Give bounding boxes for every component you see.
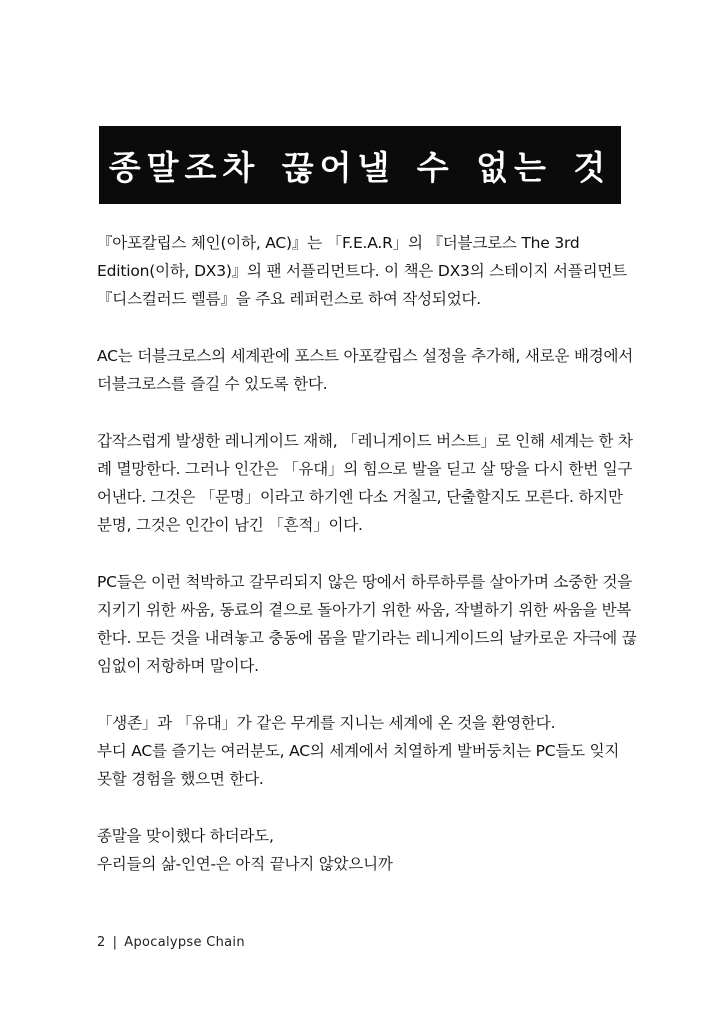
page-number: 2 <box>97 935 106 950</box>
page-footer <box>97 935 245 950</box>
footer-separator: | <box>112 935 118 950</box>
welcome-line: 「생존」과 「유대」가 같은 무게를 지니는 세계에 온 것을 환영한다. <box>97 714 556 732</box>
body-text <box>97 229 637 878</box>
paragraph-intro: 『아포칼립스 체인(이하, AC)』는 「F.E.A.R」의 『더블크로스 The 3rd Edition(이하, DX3)』의 팬 서플리먼트다. 이 책은 DX3의 스테이지 서플리먼트 『디스컬러드 렐름』을 주요 레퍼런스로 하여 작성되었다. <box>97 234 627 308</box>
wish-line: 부디 AC를 즐기는 여러분도, AC의 세계에서 치열하게 발버둥치는 PC들도 잊지 못할 경험을 했으면 한다. <box>97 742 620 788</box>
final-line-1: 종말을 맞이했다 하더라도, <box>97 827 274 845</box>
paragraph-history: 갑작스럽게 발생한 레니게이드 재해, 「레니게이드 버스트」로 인해 세계는 한 차례 멸망한다. 그러나 인간은 「유대」의 힘으로 발을 딛고 살 땅을 다시 한번 일구어낸다. 그것은 「문명」이라고 하기엔 다소 거칠고, 단출할지도 모른다. 하지만 분명, 그것은 인간이 남긴 「흔적」이다. <box>97 432 633 534</box>
paragraph-pcs: PC들은 이런 척박하고 갈무리되지 않은 땅에서 하루하루를 살아가며 소중한 것을 지키기 위한 싸움, 동료의 곁으로 돌아가기 위한 싸움, 작별하기 위한 싸움을 반복한다. 모든 것을 내려놓고 충동에 몸을 맡기라는 레니게이드의 날카로운 자극에 끊임없이 저항하며 말이다. <box>97 573 637 675</box>
chapter-title: 종말조차 끊어낼 수 없는 것 <box>108 147 612 187</box>
book-title: Apocalypse Chain <box>124 935 245 950</box>
final-line-2: 우리들의 삶-인연-은 아직 끝나지 않았으니까 <box>97 855 393 873</box>
chapter-title-banner <box>99 126 621 204</box>
paragraph-setting: AC는 더블크로스의 세계관에 포스트 아포칼립스 설정을 추가해, 새로운 배경에서 더블크로스를 즐길 수 있도록 한다. <box>97 347 634 393</box>
